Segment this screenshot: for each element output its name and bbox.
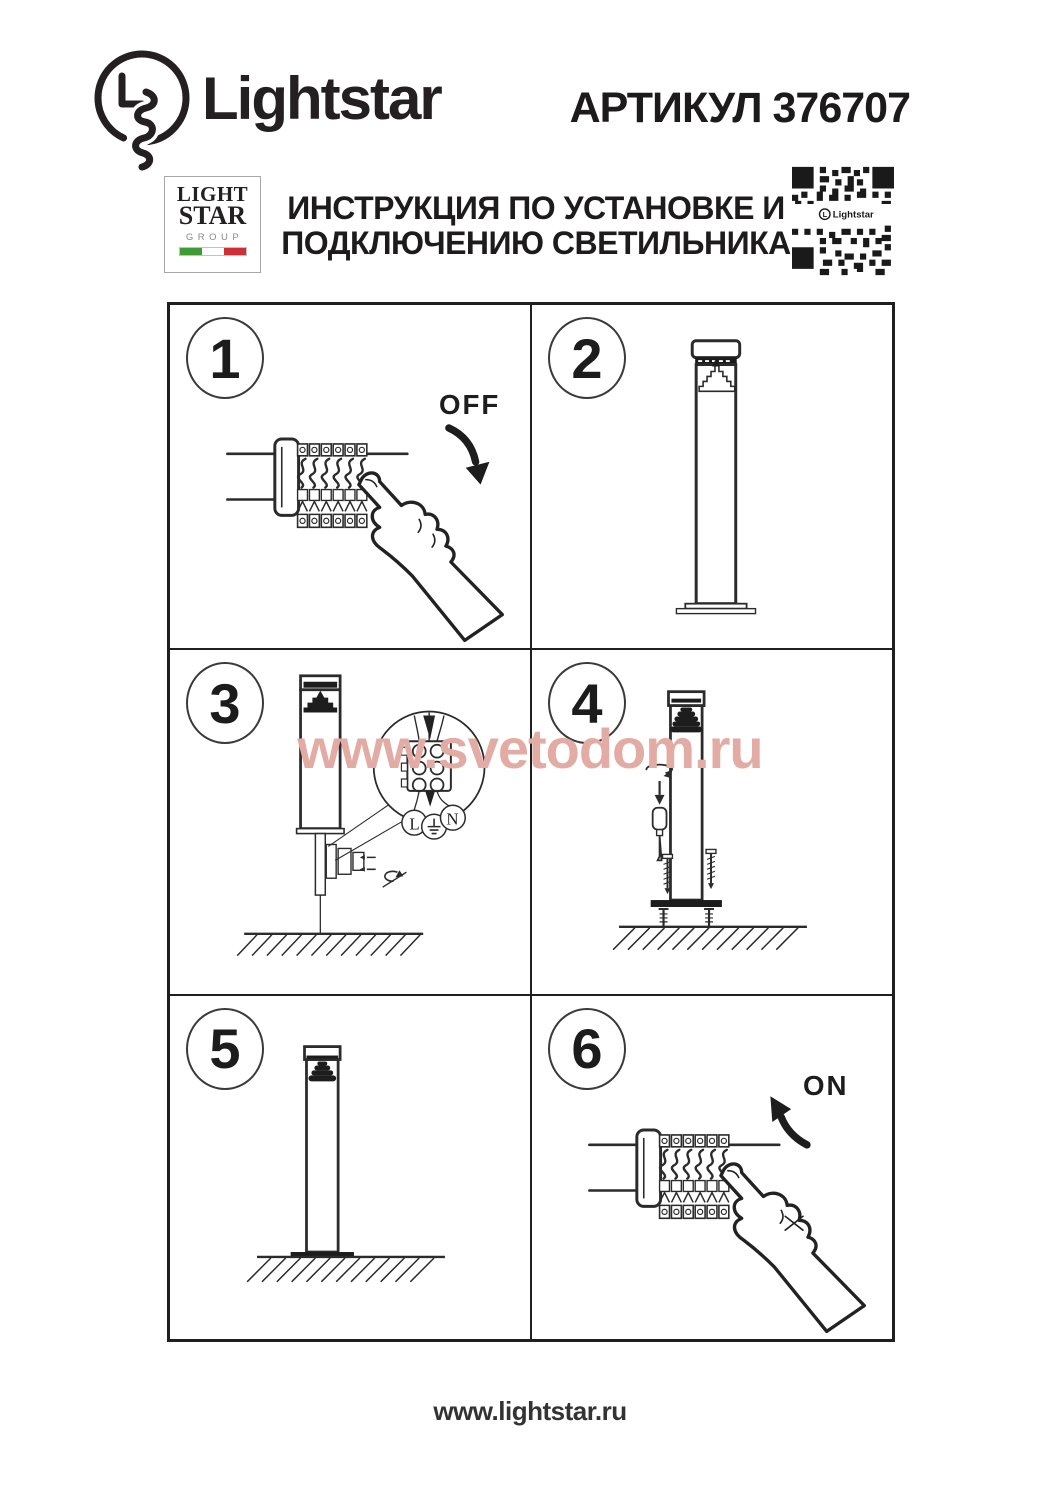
step-5-badge: 5 bbox=[186, 1008, 264, 1090]
step-3-badge: 3 bbox=[186, 662, 264, 744]
article-number: АРТИКУЛ 376707 bbox=[569, 84, 910, 132]
off-label: OFF bbox=[439, 389, 501, 421]
step-cell-3 bbox=[169, 649, 531, 994]
terminal-neutral-label: N bbox=[446, 809, 459, 829]
footer-url: www.lightstar.ru bbox=[433, 1396, 627, 1426]
hand-icon bbox=[359, 473, 502, 640]
group-logo-light: LIGHT bbox=[176, 182, 249, 206]
steps-grid bbox=[167, 302, 895, 1342]
rotate-icon bbox=[383, 871, 407, 888]
step-cell-2 bbox=[531, 304, 893, 649]
on-arrow-icon bbox=[770, 1096, 807, 1145]
step-6-badge: 6 bbox=[548, 1008, 626, 1090]
screw-icon bbox=[706, 850, 716, 890]
step-4-badge: 4 bbox=[548, 662, 626, 744]
step-cell-5 bbox=[169, 995, 531, 1340]
group-logo-star: STAR bbox=[178, 201, 247, 230]
step-cell-6 bbox=[531, 995, 893, 1340]
off-arrow-icon bbox=[449, 428, 490, 485]
step-cell-1 bbox=[169, 304, 531, 649]
step-cell-4 bbox=[531, 649, 893, 994]
hand-icon bbox=[721, 1164, 864, 1331]
title-line-2: ПОДКЛЮЧЕНИЮ СВЕТИЛЬНИКА bbox=[281, 225, 791, 261]
title-line-1: ИНСТРУКЦИЯ ПО УСТАНОВКЕ И bbox=[287, 190, 785, 226]
lightstar-bulb-icon bbox=[88, 46, 196, 174]
qr-center-label: Lightstar bbox=[832, 209, 874, 221]
terminal-live-label: L bbox=[409, 814, 420, 834]
on-label: ON bbox=[802, 1069, 849, 1101]
qr-code-icon bbox=[792, 166, 894, 276]
lightstar-group-logo bbox=[164, 176, 261, 273]
watermark: www.svetodom.ru bbox=[297, 717, 763, 780]
group-logo-group: GROUP bbox=[185, 232, 244, 243]
step-1-badge: 1 bbox=[186, 317, 264, 399]
svg-text:L: L bbox=[822, 209, 828, 219]
italian-flag-icon bbox=[179, 247, 247, 256]
page-title bbox=[256, 191, 816, 261]
step-2-badge: 2 bbox=[548, 317, 626, 399]
screwdriver-icon bbox=[646, 765, 672, 861]
brand-wordmark: Lightstar bbox=[202, 65, 441, 132]
